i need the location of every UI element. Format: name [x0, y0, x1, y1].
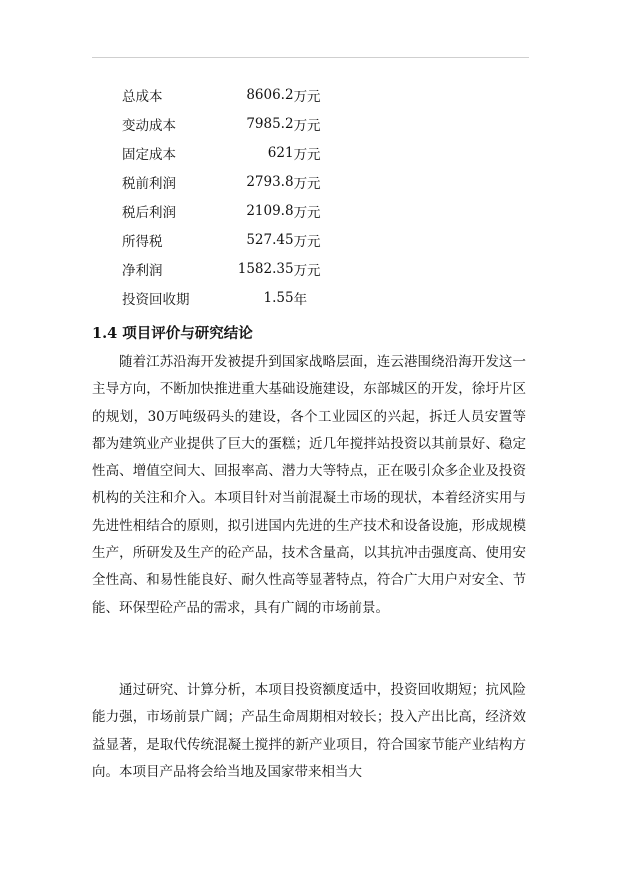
metric-row: [122, 254, 322, 283]
metric-label: 投资回收期: [122, 291, 190, 308]
metric-unit: 万元: [293, 175, 321, 192]
metric-row: [122, 80, 322, 109]
metric-label: 税前利润: [122, 175, 176, 192]
financial-metrics-list: [122, 80, 322, 312]
metric-label: 总成本: [122, 88, 163, 105]
metric-row: [122, 109, 322, 138]
metric-row: [122, 167, 322, 196]
metric-unit: 万元: [293, 117, 321, 134]
metric-unit: 万元: [293, 146, 321, 163]
body-paragraph: 通过研究、计算分析，本项目投资额度适中，投资回收期短；抗风险能力强，市场前景广阔；产品生命周期相对较长；投入产出比高，经济效益显著，是取代传统混凝土搅拌的新产业项目，符合国家节能产业结构方向。本项目产品将会给当地及国家带来相当大: [92, 682, 526, 780]
metric-label: 税后利润: [122, 204, 176, 221]
metric-label: 变动成本: [122, 117, 176, 134]
metric-row: [122, 283, 322, 312]
section-heading: 1.4 项目评价与研究结论: [92, 325, 253, 342]
metric-unit: 万元: [293, 262, 321, 279]
metric-row: [122, 138, 322, 167]
metric-label: 固定成本: [122, 146, 176, 163]
metric-row: [122, 196, 322, 225]
metric-unit: 万元: [293, 204, 321, 221]
header-rule: [92, 57, 529, 58]
metric-row: [122, 225, 322, 254]
metric-unit: 万元: [293, 88, 321, 105]
metric-value: 1.55: [263, 289, 294, 306]
metric-unit: 万元: [293, 233, 321, 250]
metric-value: 621: [267, 144, 294, 161]
metric-label: 净利润: [122, 262, 163, 279]
metric-value: 8606.2: [246, 86, 294, 103]
metric-value: 527.45: [246, 231, 294, 248]
metric-unit: 年: [293, 291, 308, 308]
metric-value: 1582.35: [237, 260, 294, 277]
metric-label: 所得税: [122, 233, 163, 250]
metric-value: 2109.8: [246, 202, 294, 219]
metric-value: 2793.8: [246, 173, 294, 190]
metric-value: 7985.2: [246, 115, 294, 132]
body-paragraph: 随着江苏沿海开发被提升到国家战略层面，连云港围绕沿海开发这一主导方向，不断加快推进重大基础设施建设，东部城区的开发，徐圩片区的规划，30万吨级码头的建设，各个工业园区的兴起，拆迁人员安置等都为建筑业产业提供了巨大的蛋糕；近几年搅拌站投资以其前景好、稳定性高、增值空间大、回报率高、潜力大等特点，正在吸引众多企业及投资机构的关注和介入。本项目针对当前混凝土市场的现状，本着经济实用与先进性相结合的原则，拟引进国内先进的生产技术和设备设施，形成规模生产，所研发及生产的砼产品，技术含量高，以其抗冲击强度高、使用安全性高、和易性能良好、耐久性高等显著特点，符合广大用户对安全、节能、环保型砼产品的需求，具有广阔的市场前景。: [92, 354, 526, 616]
